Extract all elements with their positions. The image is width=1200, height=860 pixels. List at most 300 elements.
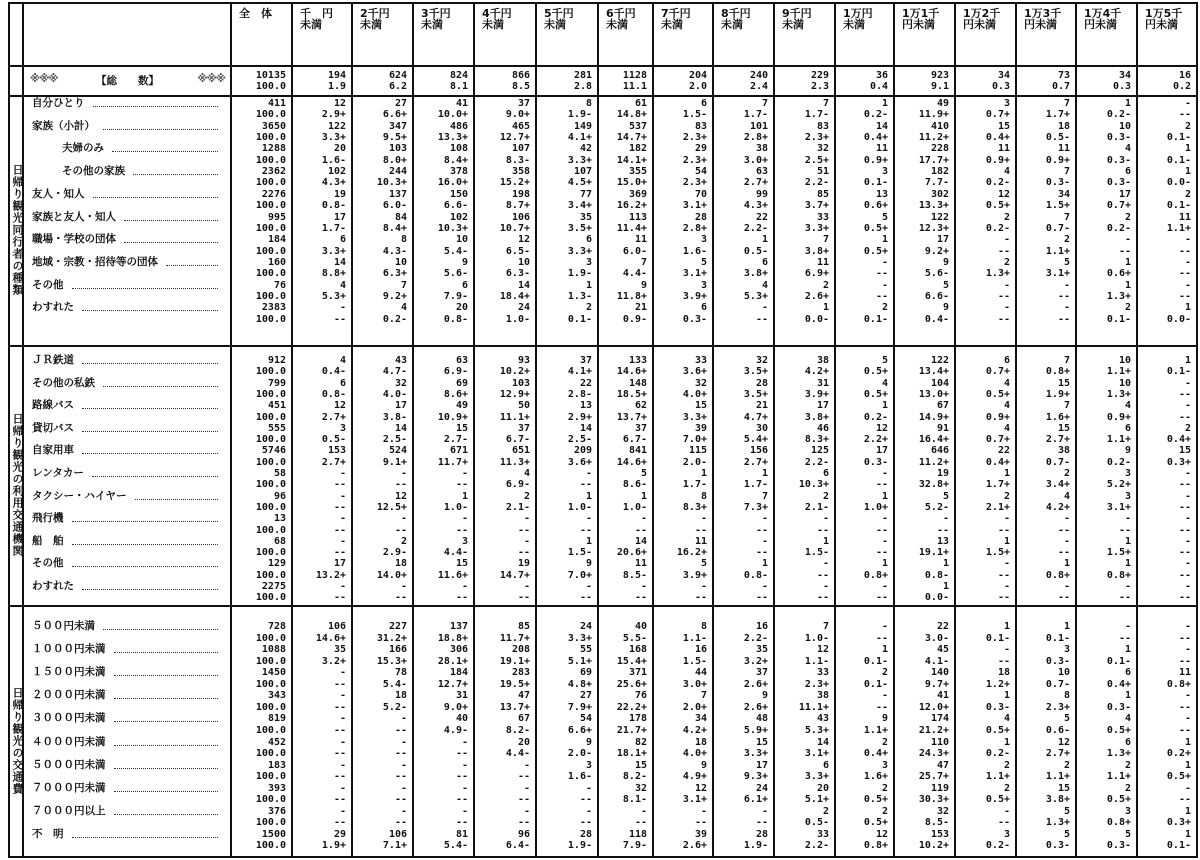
percent-cell: -- (394, 724, 407, 736)
count-cell: 13 (875, 188, 888, 200)
percent-cell: 2.9+ (567, 411, 592, 423)
column-header-line2: 未満 (482, 18, 504, 31)
count-cell: 819 (267, 713, 286, 725)
dotted-leader (82, 447, 218, 454)
percent-cell: 3.6+ (682, 366, 707, 378)
count-cell: - (1124, 581, 1131, 592)
count-cell: 110 (930, 736, 949, 748)
percent-cell: 4.1- (924, 655, 949, 667)
percent-cell: 3.9+ (682, 569, 707, 581)
percent-cell: 1.9+ (1045, 388, 1070, 400)
count-cell: 1 (1124, 256, 1131, 268)
percent-cell: -- (333, 592, 346, 604)
percent-cell: -- (394, 479, 407, 491)
count-cell: 369 (628, 188, 647, 200)
count-cell: - (400, 782, 407, 794)
count-cell: 14 (394, 422, 407, 434)
count-cell: 54 (579, 713, 592, 725)
count-cell: 22 (755, 211, 768, 223)
percent-cell: 100.0 (255, 479, 286, 491)
count-cell: 40 (455, 713, 468, 725)
count-cell: 2 (1124, 759, 1131, 771)
count-cell: 2 (1003, 256, 1010, 268)
row-label (32, 234, 222, 245)
count-cell: - (822, 558, 829, 570)
percent-cell: 2.8- (567, 388, 592, 400)
total-percent: 1.9 (327, 81, 346, 92)
percent-cell: -- (997, 592, 1010, 604)
percent-cell: 100.0 (255, 388, 286, 400)
count-cell: 33 (694, 355, 707, 366)
count-cell: 63 (455, 355, 468, 366)
count-cell: 1 (1124, 558, 1131, 570)
percent-cell: 2.2- (804, 456, 829, 468)
row-divider (8, 65, 1198, 67)
count-cell: 7 (822, 98, 829, 109)
count-cell: 15 (997, 120, 1010, 132)
count-cell: 39 (694, 828, 707, 840)
percent-cell: -- (455, 748, 468, 760)
percent-cell: 0.3- (863, 456, 888, 468)
percent-cell: 0.8+ (863, 569, 888, 581)
column-header (544, 8, 596, 30)
count-cell: 76 (273, 279, 286, 291)
count-cell: 122 (930, 355, 949, 366)
count-cell: 1 (761, 468, 768, 479)
count-cell: 2 (1124, 211, 1131, 223)
percent-cell: 2.7+ (321, 456, 346, 468)
count-cell: 15 (1057, 422, 1070, 434)
percent-cell: 0.4+ (1166, 434, 1191, 446)
total-percent: 100.0 (255, 81, 286, 92)
count-cell: 1450 (261, 667, 286, 679)
percent-cell: 0.7+ (985, 434, 1010, 446)
count-cell: 376 (267, 805, 286, 817)
count-cell: 728 (267, 621, 286, 632)
count-cell: 18 (394, 690, 407, 702)
count-cell: 10 (1057, 667, 1070, 679)
percent-cell: 8.6+ (443, 388, 468, 400)
count-cell: 11 (816, 256, 829, 268)
count-cell: 1 (881, 98, 888, 109)
percent-cell: 8.3+ (682, 501, 707, 513)
count-cell: 67 (517, 713, 530, 725)
percent-cell: 2.1+ (985, 501, 1010, 513)
count-cell: 8 (585, 98, 592, 109)
row-label (32, 468, 222, 479)
count-cell: 21 (634, 302, 647, 314)
row-divider (8, 95, 1198, 97)
percent-cell: 2.6+ (804, 290, 829, 302)
percent-cell: 8.4+ (382, 222, 407, 234)
count-cell: 61 (634, 98, 647, 109)
percent-cell: 0.9+ (985, 154, 1010, 166)
dotted-leader (112, 145, 218, 152)
count-cell: 8 (1063, 690, 1070, 702)
percent-cell: 3.1+ (682, 268, 707, 280)
percent-cell: 100.0 (255, 434, 286, 446)
count-cell: 182 (628, 143, 647, 155)
percent-cell: 14.7+ (499, 569, 530, 581)
percent-cell: 3.5+ (743, 366, 768, 378)
count-cell: 1 (1003, 621, 1010, 632)
percent-cell: 3.0+ (682, 678, 707, 690)
percent-cell: 5.4- (443, 245, 468, 257)
percent-cell: 4.3+ (743, 200, 768, 212)
count-cell: 7 (1063, 98, 1070, 109)
percent-cell: 8.6- (622, 479, 647, 491)
percent-cell: 6.3+ (382, 268, 407, 280)
column-header-line1: 千 円 (300, 7, 333, 20)
count-cell: - (881, 513, 888, 525)
percent-cell: 7.0+ (682, 434, 707, 446)
count-cell: 4 (761, 279, 768, 291)
column-header-line2: 未満 (544, 18, 566, 31)
count-cell: 101 (749, 120, 768, 132)
count-cell: 3 (585, 256, 592, 268)
percent-cell: -- (1178, 268, 1191, 280)
percent-cell: -- (875, 592, 888, 604)
row-label (32, 491, 222, 502)
count-cell: 58 (273, 468, 286, 479)
percent-cell: 0.5+ (985, 794, 1010, 806)
percent-cell: -- (694, 592, 707, 604)
percent-cell: 5.2+ (1106, 479, 1131, 491)
percent-cell: -- (455, 592, 468, 604)
count-cell: 115 (688, 445, 707, 457)
percent-cell: 14.9+ (918, 411, 949, 423)
percent-cell: 2.5- (567, 434, 592, 446)
percent-cell: 2.0- (567, 748, 592, 760)
percent-cell: 0.3+ (1166, 456, 1191, 468)
row-label-text: ＪＲ鉄道 (32, 354, 74, 366)
count-cell: 7 (700, 690, 707, 702)
count-cell: 1 (1003, 736, 1010, 748)
count-cell: 646 (930, 445, 949, 457)
percent-cell: 100.0 (255, 592, 286, 604)
percent-cell: 0.1- (863, 655, 888, 667)
row-label-text: 地域・宗教・招待等の団体 (32, 255, 158, 268)
total-percent: 2.4 (749, 81, 768, 92)
count-cell: 118 (628, 828, 647, 840)
percent-cell: 0.5+ (863, 222, 888, 234)
count-cell: 15 (634, 759, 647, 771)
count-cell: 358 (511, 166, 530, 178)
percent-cell: 0.7+ (985, 366, 1010, 378)
count-cell: 11 (694, 535, 707, 547)
count-cell: - (523, 782, 530, 794)
row-label-text: ７０００円以上 (32, 804, 106, 817)
count-cell: 102 (327, 166, 346, 178)
percent-cell: 13.3+ (437, 132, 468, 144)
percent-cell: 9.3+ (743, 771, 768, 783)
percent-cell: 1.1+ (863, 724, 888, 736)
count-cell: 32 (755, 355, 768, 366)
row-label (32, 423, 222, 434)
count-cell: 2 (881, 667, 888, 679)
percent-cell: 1.3+ (1106, 388, 1131, 400)
count-cell: 1 (881, 400, 888, 412)
percent-cell: 1.0- (443, 501, 468, 513)
row-label (62, 166, 222, 177)
percent-cell: -- (1178, 547, 1191, 559)
count-cell: 38 (755, 143, 768, 155)
column-header-line2: 円未満 (963, 18, 996, 31)
count-cell: 3 (339, 422, 346, 434)
total-count: 194 (327, 70, 346, 81)
count-cell: - (1003, 581, 1010, 592)
count-cell: 5 (640, 468, 647, 479)
total-count: 1128 (622, 70, 647, 81)
column-header (606, 8, 651, 30)
count-cell: 37 (755, 667, 768, 679)
count-cell: 47 (517, 690, 530, 702)
column-header-line2: 円未満 (1145, 18, 1178, 31)
column-header-line2: 未満 (360, 18, 382, 31)
percent-cell: 7.7- (924, 177, 949, 189)
percent-cell: 2.8+ (743, 132, 768, 144)
count-cell: 166 (388, 644, 407, 656)
count-cell: 44 (694, 667, 707, 679)
total-percent: 9.1 (930, 81, 949, 92)
count-cell: 17 (755, 759, 768, 771)
percent-cell: 100.0 (255, 456, 286, 468)
percent-cell: 10.2+ (499, 366, 530, 378)
percent-cell: 0.5+ (863, 794, 888, 806)
count-cell: 9 (700, 759, 707, 771)
count-cell: 1 (761, 234, 768, 246)
percent-cell: -- (875, 632, 888, 644)
percent-cell: 11.1+ (499, 411, 530, 423)
percent-cell: 1.9- (567, 840, 592, 852)
count-cell: - (881, 468, 888, 479)
percent-cell: 10.3+ (798, 479, 829, 491)
count-cell: 1 (585, 490, 592, 502)
count-cell: 19 (517, 558, 530, 570)
percent-cell: 6.6- (924, 290, 949, 302)
dotted-leader (114, 785, 219, 792)
percent-cell: 0.8+ (1045, 569, 1070, 581)
column-header-line2: 円未満 (902, 18, 935, 31)
count-cell: 17 (875, 445, 888, 457)
percent-cell: 6.9- (505, 479, 530, 491)
percent-cell: -- (1178, 592, 1191, 604)
percent-cell: 100.0 (255, 701, 286, 713)
count-cell: 15 (455, 422, 468, 434)
count-cell: - (1063, 302, 1070, 314)
count-cell: 15 (1178, 445, 1191, 457)
percent-cell: 0.7- (1045, 456, 1070, 468)
percent-cell: 14.6+ (315, 632, 346, 644)
column-header-line1: 1万1千 (902, 7, 940, 20)
count-cell: 2 (1063, 759, 1070, 771)
count-cell: 7 (1063, 166, 1070, 178)
percent-cell: 0.7+ (985, 109, 1010, 121)
count-cell: 2 (881, 782, 888, 794)
count-cell: 6 (339, 377, 346, 389)
count-cell: - (523, 805, 530, 817)
count-cell: 46 (816, 422, 829, 434)
column-header (482, 8, 534, 30)
percent-cell: -- (694, 817, 707, 829)
count-cell: 3 (585, 759, 592, 771)
percent-cell: 7.9- (443, 290, 468, 302)
percent-cell: 1.1- (804, 655, 829, 667)
count-cell: 85 (816, 188, 829, 200)
percent-cell: 0.2+ (1166, 748, 1191, 760)
count-cell: - (1184, 279, 1191, 291)
count-cell: 119 (930, 782, 949, 794)
count-cell: 3 (1003, 98, 1010, 109)
row-label (32, 212, 222, 223)
dotted-leader (166, 259, 218, 266)
count-cell: 102 (449, 211, 468, 223)
count-cell: 2 (1003, 490, 1010, 502)
percent-cell: -- (1178, 724, 1191, 736)
percent-cell: 2.6+ (682, 840, 707, 852)
percent-cell: 6.9+ (804, 268, 829, 280)
count-cell: 5 (942, 490, 949, 502)
percent-cell: 7.3+ (743, 501, 768, 513)
count-cell: 27 (579, 690, 592, 702)
row-label (32, 806, 222, 817)
count-cell: 2 (881, 805, 888, 817)
count-cell: 1 (640, 490, 647, 502)
count-cell: 1 (1124, 690, 1131, 702)
count-cell: - (585, 782, 592, 794)
percent-cell: 2.2+ (863, 434, 888, 446)
column-header (239, 8, 290, 19)
row-label-text: わすれた (32, 301, 74, 314)
count-cell: 5 (1063, 256, 1070, 268)
count-cell: 14 (875, 120, 888, 132)
count-cell: - (339, 490, 346, 502)
percent-cell: 12.3+ (918, 222, 949, 234)
count-cell: - (1184, 377, 1191, 389)
count-cell: 198 (511, 188, 530, 200)
count-cell: 32 (694, 377, 707, 389)
percent-cell: 3.8- (382, 411, 407, 423)
column-header (421, 8, 472, 30)
count-cell: 7 (822, 234, 829, 246)
count-cell: - (761, 302, 768, 314)
count-cell: 24 (579, 621, 592, 632)
percent-cell: 25.6+ (616, 678, 647, 690)
count-cell: 15 (694, 400, 707, 412)
dotted-leader (114, 715, 219, 722)
count-cell: 12 (875, 828, 888, 840)
percent-cell: 21.2+ (918, 724, 949, 736)
count-cell: 137 (388, 188, 407, 200)
row-label (32, 760, 222, 771)
count-cell: 2 (822, 805, 829, 817)
percent-cell: 0.6+ (863, 200, 888, 212)
count-cell: 2 (1063, 468, 1070, 479)
percent-cell: 0.5+ (1106, 724, 1131, 736)
percent-cell: 0.1- (863, 313, 888, 325)
percent-cell: 0.1- (1166, 366, 1191, 378)
count-cell: 6 (761, 256, 768, 268)
count-cell: - (585, 805, 592, 817)
count-cell: 524 (388, 445, 407, 457)
percent-cell: -- (997, 524, 1010, 536)
column-header-line1: 7千円 (661, 7, 691, 20)
count-cell: 62 (634, 400, 647, 412)
count-cell: 2 (1184, 422, 1191, 434)
count-cell: 14 (816, 736, 829, 748)
count-cell: - (1063, 279, 1070, 291)
percent-cell: 2.7+ (321, 411, 346, 423)
percent-cell: 0.1- (1166, 200, 1191, 212)
count-cell: 9 (585, 736, 592, 748)
count-cell: 6 (700, 98, 707, 109)
percent-cell: 1.5+ (985, 547, 1010, 559)
percent-cell: 0.8- (743, 569, 768, 581)
count-cell: 7 (822, 621, 829, 632)
count-cell: 4 (1003, 400, 1010, 412)
count-cell: 227 (388, 621, 407, 632)
percent-cell: 2.7- (443, 434, 468, 446)
percent-cell: -- (333, 501, 346, 513)
count-cell: - (339, 535, 346, 547)
total-count: 16 (1178, 70, 1191, 81)
count-cell: 168 (628, 644, 647, 656)
percent-cell: 0.5- (321, 434, 346, 446)
column-header (300, 8, 350, 30)
count-cell: 19 (936, 468, 949, 479)
percent-cell: 1.9- (567, 109, 592, 121)
count-cell: - (400, 513, 407, 525)
count-cell: - (1003, 558, 1010, 570)
count-cell: - (523, 581, 530, 592)
dotted-leader (82, 425, 218, 432)
row-label (32, 280, 222, 291)
count-cell: - (1184, 644, 1191, 656)
percent-cell: 2.6+ (743, 678, 768, 690)
percent-cell: -- (816, 569, 829, 581)
row-label-text: その他 (32, 557, 64, 570)
count-cell: 91 (936, 422, 949, 434)
percent-cell: 0.9- (622, 313, 647, 325)
total-count: 73 (1057, 70, 1070, 81)
count-cell: 17 (816, 400, 829, 412)
percent-cell: 11.7+ (437, 456, 468, 468)
dotted-leader (114, 692, 219, 699)
count-cell: 174 (930, 713, 949, 725)
count-cell: 5 (881, 355, 888, 366)
count-cell: 24 (517, 302, 530, 314)
percent-cell: 12.7+ (437, 678, 468, 690)
column-divider (1196, 2, 1198, 858)
count-cell: 6 (822, 468, 829, 479)
count-cell: - (461, 513, 468, 525)
count-cell: 10 (394, 256, 407, 268)
count-cell: 651 (511, 445, 530, 457)
count-cell: 103 (388, 143, 407, 155)
column-header-line2: 未満 (661, 18, 683, 31)
percent-cell: -- (1057, 547, 1070, 559)
count-cell: 14 (333, 256, 346, 268)
count-cell: - (339, 302, 346, 314)
count-cell: 1 (1124, 279, 1131, 291)
count-cell: 31 (455, 690, 468, 702)
count-cell: - (400, 468, 407, 479)
percent-cell: 15.4+ (616, 655, 647, 667)
percent-cell: 100.0 (255, 840, 286, 852)
percent-cell: -- (394, 771, 407, 783)
count-cell: - (1003, 302, 1010, 314)
percent-cell: 3.3+ (567, 245, 592, 257)
